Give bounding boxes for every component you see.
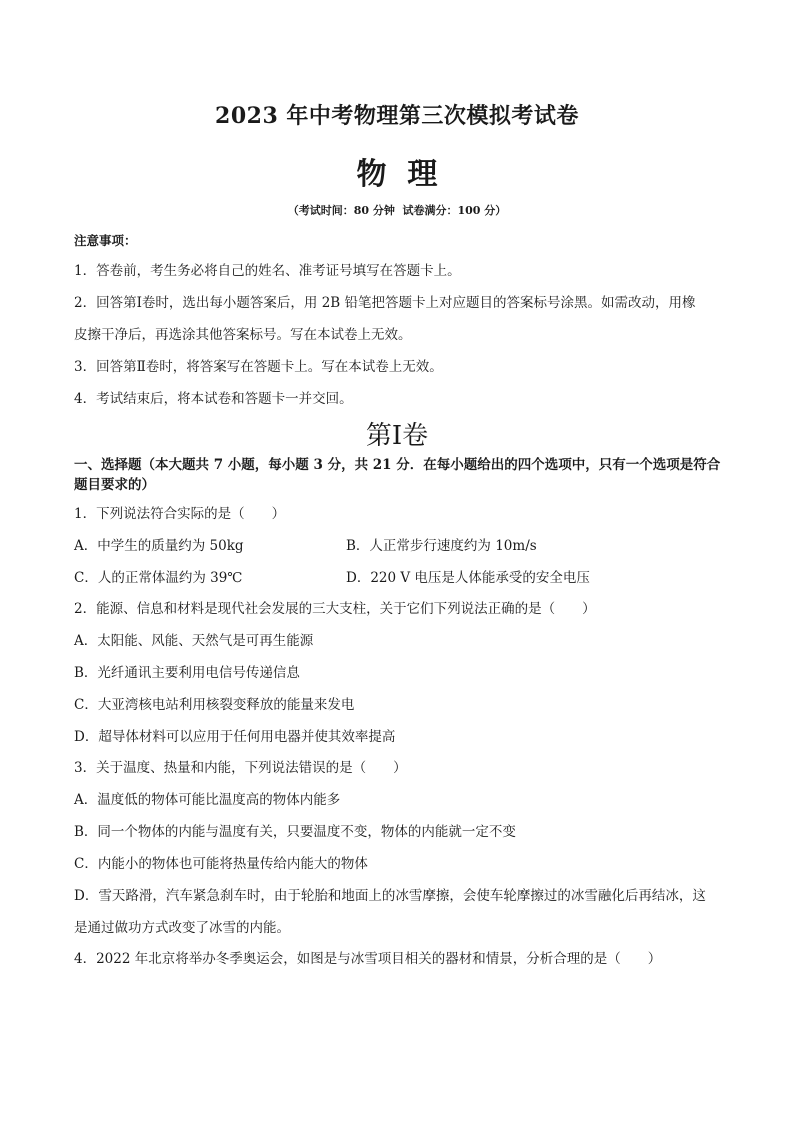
subject-title: 物 理: [356, 157, 438, 192]
notice-line: 1．答卷前，考生务必将自己的姓名、准考证号填写在答题卡上。: [74, 263, 461, 279]
question-2-option-c: C．大亚湾核电站利用核裂变释放的能量来发电: [74, 697, 355, 713]
notice-heading: 注意事项：: [74, 233, 137, 248]
question-1-option-d: D．220 V 电压是人体能承受的安全电压: [346, 570, 590, 586]
notice-line: 3．回答第Ⅱ卷时，将答案写在答题卡上。写在本试卷上无效。: [74, 359, 443, 375]
exam-meta: （考试时间：80 分钟 试卷满分：100 分）: [287, 204, 507, 217]
question-3-option-b: B．同一个物体的内能与温度有关，只要温度不变，物体的内能就一定不变: [74, 824, 516, 840]
question-3-option-d: D．雪天路滑，汽车紧急刹车时，由于轮胎和地面上的冰雪摩擦，会使车轮摩擦过的冰雪融化后再结冰，这: [74, 888, 706, 904]
question-3-option-a: A．温度低的物体可能比温度高的物体内能多: [74, 792, 341, 808]
question-stem-4: 4．2022 年北京将举办冬季奥运会，如图是与冰雪项目相关的器材和情景，分析合理的是（ ）: [74, 951, 662, 967]
question-1-option-b: B．人正常步行速度约为 10m/s: [346, 538, 537, 554]
notice-line: 皮擦干净后，再选涂其他答案标号。写在本试卷上无效。: [74, 327, 412, 343]
notice-line: 4．考试结束后，将本试卷和答题卡一并交回。: [74, 391, 353, 407]
question-stem-1: 1．下列说法符合实际的是（ ）: [74, 506, 286, 522]
question-1-option-c: C．人的正常体温约为 39℃: [74, 570, 243, 586]
section-instruction: 一、选择题（本大题共 7 小题，每小题 3 分，共 21 分．在每小题给出的四个选项中，只有一个选项是符合: [74, 457, 721, 473]
question-stem-2: 2．能源、信息和材料是现代社会发展的三大支柱，关于它们下列说法正确的是（ ）: [74, 601, 596, 617]
section-instruction: 题目要求的）: [74, 477, 155, 493]
question-2-option-a: A．太阳能、风能、天然气是可再生能源: [74, 633, 314, 649]
section-heading: 第Ⅰ卷: [365, 421, 429, 451]
question-2-option-b: B．光纤通讯主要利用电信号传递信息: [74, 665, 300, 681]
question-stem-3: 3．关于温度、热量和内能，下列说法错误的是（ ）: [74, 760, 407, 776]
exam-title: 2023 年中考物理第三次模拟考试卷: [215, 103, 579, 129]
question-3-option-d-continued: 是通过做功方式改变了冰雪的内能。: [74, 920, 290, 936]
question-3-option-c: C．内能小的物体也可能将热量传给内能大的物体: [74, 856, 368, 872]
notice-line: 2．回答第Ⅰ卷时，选出每小题答案后，用 2B 铅笔把答题卡上对应题目的答案标号涂黑。如需改动，用橡: [74, 295, 696, 311]
question-2-option-d: D．超导体材料可以应用于任何用电器并使其效率提高: [74, 729, 396, 745]
question-1-option-a: A．中学生的质量约为 50kg: [74, 538, 244, 554]
